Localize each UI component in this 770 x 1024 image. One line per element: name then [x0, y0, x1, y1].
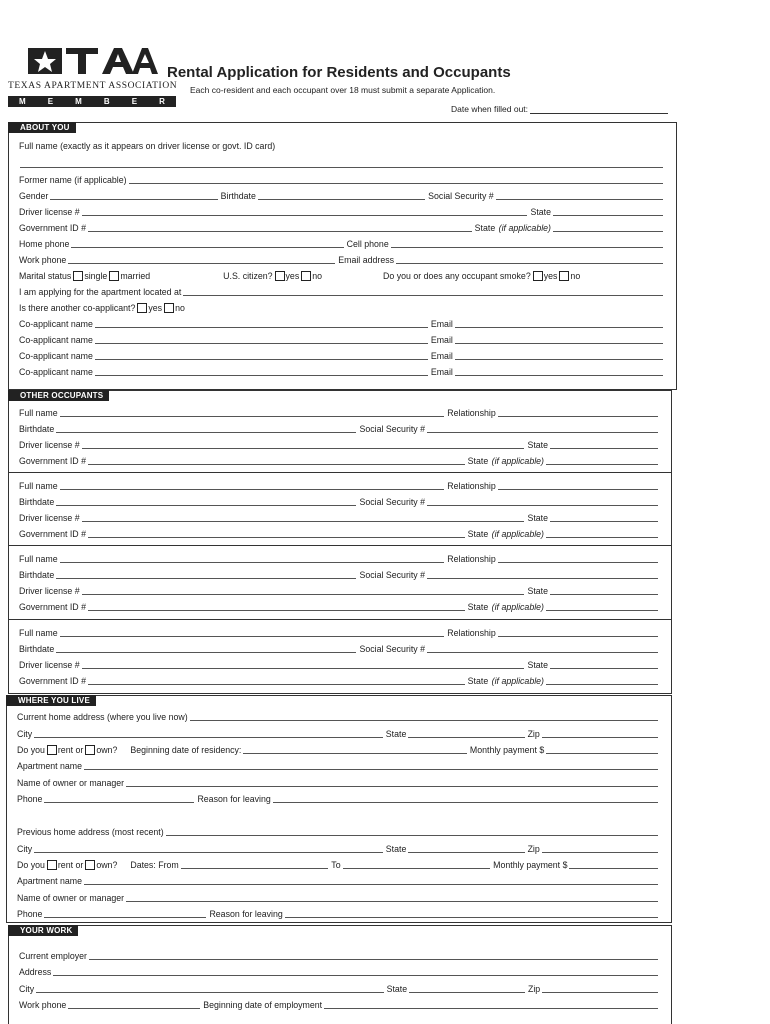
taa-logo	[8, 46, 178, 108]
prev-owner-manager-field[interactable]	[126, 893, 658, 902]
occupant-gov-id-field[interactable]	[88, 676, 465, 685]
date-filled-label: Date when filled out:	[451, 104, 529, 114]
birthdate-field[interactable]	[258, 191, 425, 200]
occupant-dl-field[interactable]	[82, 440, 525, 449]
section-about-you: ABOUT YOU Full name (exactly as it appears on driver license or govt. ID card) Former name (if applicable) Gender Birthdate Social Security # Driver license # State Government ID # State (if applicable) Home phone Cell phone Work phone Email address Marital status single married U.S. citizen? yes no Do you or does any occupant smoke? yes no I am applying for the apartment located at Is there another co-applicant? yes no Co-applicant name Email Co-applicant name Email Co-applicant name Email Co-applicant name Email	[8, 122, 677, 390]
occupant-dl-state-field[interactable]	[550, 440, 658, 449]
zip-field[interactable]	[542, 729, 658, 738]
form-title: Rental Application for Residents and Occupants	[167, 64, 511, 81]
monthly-payment-field[interactable]	[546, 745, 658, 754]
apartment-address-field[interactable]	[183, 287, 663, 296]
dl-state-field[interactable]	[553, 207, 663, 216]
phone-field[interactable]	[44, 794, 194, 803]
citizen-yes-checkbox[interactable]	[275, 271, 285, 281]
previous-address-field[interactable]	[166, 827, 658, 836]
prev-phone-field[interactable]	[44, 909, 206, 918]
coapplicant-yes-checkbox[interactable]	[137, 303, 147, 313]
occupant-gov-id-field[interactable]	[88, 602, 465, 611]
state-field[interactable]	[408, 729, 524, 738]
occupant-dl-state-field[interactable]	[550, 660, 658, 669]
occupant-divider	[9, 472, 671, 473]
occupant-birthdate-field[interactable]	[56, 497, 356, 506]
taa-star-logo-icon	[28, 46, 158, 78]
occupant-ssn-field[interactable]	[427, 424, 658, 433]
citizen-no-checkbox[interactable]	[301, 271, 311, 281]
occupant-relationship-field[interactable]	[498, 408, 658, 417]
ssn-field[interactable]	[496, 191, 663, 200]
residency-date-field[interactable]	[243, 745, 467, 754]
cell-phone-field[interactable]	[391, 239, 663, 248]
occupant-relationship-field[interactable]	[498, 481, 658, 490]
government-id-field[interactable]	[88, 223, 472, 232]
full-name-field[interactable]	[20, 159, 663, 168]
occupant-dl-state-field[interactable]	[550, 513, 658, 522]
date-filled-field[interactable]	[451, 104, 668, 114]
work-phone-field[interactable]	[68, 255, 335, 264]
single-checkbox[interactable]	[73, 271, 83, 281]
coapplicant-email-field[interactable]	[455, 319, 663, 328]
occupant-gov-state-field[interactable]	[546, 602, 658, 611]
coapplicant-no-checkbox[interactable]	[164, 303, 174, 313]
occupant-name-field[interactable]	[60, 628, 445, 637]
smoke-yes-checkbox[interactable]	[533, 271, 543, 281]
occupant-name-field[interactable]	[60, 481, 445, 490]
section-other-occupants: OTHER OCCUPANTS Full name Relationship Birthdate Social Security # Driver license # State Government ID # State (if applicable) Full name Relationship Birthdate Social Security # Driver license # State Government ID # State (if applicable) Full name Relationship Birthdate Social Security # Driver license # State Government ID # State (if applicable) Full name Relationship Birthdate Social Security # Driver license # State Government ID # State (if applicable)	[8, 390, 672, 694]
city-field[interactable]	[34, 729, 383, 738]
apartment-name-field[interactable]	[84, 761, 658, 770]
occupant-ssn-field[interactable]	[427, 644, 658, 653]
occupant-gov-state-field[interactable]	[546, 456, 658, 465]
occupant-gov-id-field[interactable]	[88, 456, 465, 465]
coapplicant-email-field[interactable]	[455, 335, 663, 344]
former-name-field[interactable]	[129, 175, 663, 184]
current-employer-field[interactable]	[89, 951, 658, 960]
occupant-name-field[interactable]	[60, 554, 445, 563]
prev-monthly-payment-field[interactable]	[569, 860, 658, 869]
coapplicant-name-field[interactable]	[95, 335, 428, 344]
coapplicant-email-field[interactable]	[455, 367, 663, 376]
employer-phone-field[interactable]	[68, 1000, 200, 1009]
reason-leaving-field[interactable]	[273, 794, 658, 803]
coapplicant-name-field[interactable]	[95, 319, 428, 328]
gov-id-state-field[interactable]	[553, 223, 663, 232]
occupant-gov-state-field[interactable]	[546, 676, 658, 685]
occupant-dl-field[interactable]	[82, 660, 525, 669]
prev-city-field[interactable]	[34, 844, 383, 853]
occupant-dl-field[interactable]	[82, 513, 525, 522]
prev-apartment-name-field[interactable]	[84, 876, 658, 885]
occupant-gov-id-field[interactable]	[88, 529, 465, 538]
occupant-birthdate-field[interactable]	[56, 570, 356, 579]
occupant-ssn-field[interactable]	[427, 497, 658, 506]
section-where-you-live: WHERE YOU LIVE Current home address (where you live now) City State Zip Do you rent or own? Beginning date of residency: Monthly payment $ Apartment name Name of owner or manager Phone Reason for leaving Previous home address (most recent) City State Zip Do you rent or own? Dates: From To Monthly payment $ Apartment name Name of owner or manager Phone Reason for leaving	[6, 695, 672, 923]
prev-rent-checkbox[interactable]	[47, 860, 57, 870]
employer-city-field[interactable]	[36, 984, 383, 993]
owner-manager-field[interactable]	[126, 778, 658, 787]
dates-from-field[interactable]	[181, 860, 329, 869]
occupant-birthdate-field[interactable]	[56, 424, 356, 433]
employer-address-field[interactable]	[53, 967, 658, 976]
gender-field[interactable]	[50, 191, 217, 200]
driver-license-field[interactable]	[82, 207, 528, 216]
prev-zip-field[interactable]	[542, 844, 658, 853]
married-checkbox[interactable]	[109, 271, 119, 281]
rent-checkbox[interactable]	[47, 745, 57, 755]
association-name: TEXAS APARTMENT ASSOCIATION	[8, 81, 178, 91]
occupant-ssn-field[interactable]	[427, 570, 658, 579]
employment-date-field[interactable]	[324, 1000, 658, 1009]
coapplicant-name-field[interactable]	[95, 351, 428, 360]
occupant-divider	[9, 545, 671, 546]
occupant-relationship-field[interactable]	[498, 554, 658, 563]
occupant-divider	[9, 619, 671, 620]
form-subtitle: Each co-resident and each occupant over 18 must submit a separate Application.	[190, 85, 496, 95]
current-address-field[interactable]	[190, 712, 658, 721]
member-bar: M E M B E R	[8, 96, 176, 107]
prev-reason-leaving-field[interactable]	[285, 909, 658, 918]
full-name-label: Full name (exactly as it appears on driver license or govt. ID card)	[19, 141, 276, 151]
email-address-field[interactable]	[396, 255, 663, 264]
home-phone-field[interactable]	[71, 239, 343, 248]
dates-to-field[interactable]	[343, 860, 491, 869]
coapplicant-name-field[interactable]	[95, 367, 428, 376]
section-heading: YOUR WORK	[8, 925, 78, 936]
employer-state-field[interactable]	[409, 984, 525, 993]
coapplicant-email-field[interactable]	[455, 351, 663, 360]
employer-zip-field[interactable]	[542, 984, 658, 993]
section-heading: ABOUT YOU	[8, 122, 76, 133]
section-heading: OTHER OCCUPANTS	[8, 390, 109, 401]
occupant-gov-state-field[interactable]	[546, 529, 658, 538]
prev-own-checkbox[interactable]	[85, 860, 95, 870]
prev-state-field[interactable]	[408, 844, 524, 853]
occupant-dl-state-field[interactable]	[550, 586, 658, 595]
occupant-relationship-field[interactable]	[498, 628, 658, 637]
own-checkbox[interactable]	[85, 745, 95, 755]
occupant-name-field[interactable]	[60, 408, 445, 417]
section-your-work: YOUR WORK Current employer Address City State Zip Work phone Beginning date of employment	[8, 925, 672, 1024]
section-heading: WHERE YOU LIVE	[6, 695, 96, 706]
occupant-birthdate-field[interactable]	[56, 644, 356, 653]
occupant-dl-field[interactable]	[82, 586, 525, 595]
smoke-no-checkbox[interactable]	[559, 271, 569, 281]
